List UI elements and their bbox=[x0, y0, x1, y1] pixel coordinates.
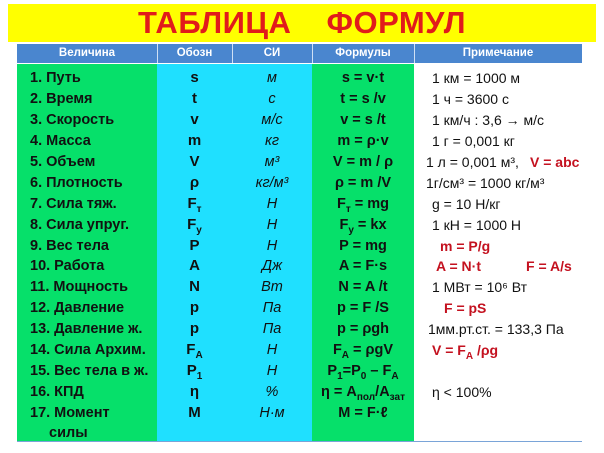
si-unit: кг/м³ bbox=[255, 175, 289, 191]
note-highlight: F = pS bbox=[444, 300, 487, 316]
quantity-symbol: p bbox=[189, 299, 200, 316]
note: η < 100% bbox=[432, 384, 492, 400]
quantity-name: 9. Вес тела bbox=[30, 238, 109, 254]
formula: m = ρ·v bbox=[337, 133, 389, 149]
note: 1мм.рт.ст. = 133,3 Па bbox=[428, 321, 564, 337]
note: 1 г = 0,001 кг bbox=[432, 133, 515, 149]
quantity-symbol: η bbox=[189, 383, 200, 400]
formula: s = v·t bbox=[341, 70, 385, 86]
note: 1 ч = 3600 с bbox=[432, 91, 509, 107]
formula: v = s /t bbox=[340, 112, 386, 128]
table-row bbox=[0, 215, 604, 235]
table-row bbox=[0, 361, 604, 381]
note-highlight: m = P/g bbox=[440, 238, 491, 254]
note: 1 кН = 1000 Н bbox=[432, 217, 522, 233]
si-unit: Н bbox=[266, 363, 278, 379]
table-row bbox=[0, 298, 604, 318]
page-title: ТАБЛИЦА ФОРМУЛ bbox=[137, 5, 467, 40]
si-unit: Н bbox=[266, 196, 278, 212]
note: 1 л = 0,001 м³, bbox=[426, 154, 519, 170]
formula: N = A /t bbox=[338, 279, 388, 295]
quantity-symbol: m bbox=[187, 132, 202, 149]
note-highlight: F = A/s bbox=[526, 258, 572, 274]
note-highlight: V = abc bbox=[530, 154, 580, 170]
table-row bbox=[0, 319, 604, 339]
table-row bbox=[0, 423, 604, 443]
quantity-name: 2. Время bbox=[30, 91, 93, 107]
formula: $\eta = A_{пол}/A_{зат}$ bbox=[321, 384, 405, 403]
quantity-name: 6. Плотность bbox=[30, 175, 123, 191]
note: 1 км = 1000 м bbox=[432, 70, 521, 86]
quantity-name: 17. Момент bbox=[30, 405, 110, 421]
table-header bbox=[17, 44, 582, 63]
quantity-name: 12. Давление bbox=[30, 300, 125, 316]
quantity-name: 14. Сила Архим. bbox=[30, 342, 146, 358]
quantity-name: 8. Сила упруг. bbox=[30, 217, 129, 233]
quantity-symbol: $F_у$ bbox=[187, 216, 202, 236]
quantity-name: 7. Сила тяж. bbox=[30, 196, 117, 212]
header-symbol: Обозн bbox=[176, 47, 213, 59]
formula: P = mg bbox=[339, 238, 387, 254]
quantity-symbol: t bbox=[192, 90, 197, 107]
note-highlight: A = N·t bbox=[436, 258, 481, 274]
quantity-name: 10. Работа bbox=[30, 258, 105, 274]
table-row bbox=[0, 403, 604, 423]
si-unit: Дж bbox=[261, 258, 283, 274]
si-unit: с bbox=[268, 91, 276, 107]
quantity-name: 1. Путь bbox=[30, 70, 81, 86]
formula: $F_A = \rho gV$ bbox=[332, 342, 394, 361]
si-unit: Н bbox=[266, 217, 278, 233]
header-formulas: Формулы bbox=[335, 47, 391, 59]
quantity-symbol: $F_т$ bbox=[187, 195, 202, 215]
formula: $F_у$ = kx bbox=[339, 217, 387, 236]
table-row bbox=[0, 340, 604, 360]
formula: A = F·s bbox=[338, 258, 388, 274]
formula: p = ρgh bbox=[336, 321, 390, 337]
quantity-symbol: p bbox=[189, 320, 200, 337]
quantity-name: 11. Мощность bbox=[30, 279, 129, 295]
si-unit: Н·м bbox=[259, 405, 285, 421]
table-row bbox=[0, 131, 604, 151]
header-notes: Примечание bbox=[462, 47, 534, 59]
note: g = 10 Н/кг bbox=[432, 196, 501, 212]
quantity-name: силы bbox=[49, 425, 88, 441]
header-si: СИ bbox=[263, 47, 281, 59]
note: 1 км/ч : 3,6 → м/с bbox=[432, 112, 545, 128]
header-quantity: Величина bbox=[58, 47, 116, 59]
formula: $F_т$ = mg bbox=[336, 196, 390, 215]
quantity-symbol: $F_A$ bbox=[186, 341, 203, 361]
table-row bbox=[0, 194, 604, 214]
table-row bbox=[0, 236, 604, 256]
note: 1 МВт = 10⁶ Вт bbox=[432, 279, 528, 295]
quantity-name: 5. Объем bbox=[30, 154, 96, 170]
quantity-symbol: P bbox=[189, 237, 200, 254]
table-row bbox=[0, 89, 604, 109]
si-unit: кг bbox=[265, 133, 279, 149]
note-highlight: $V = F_A$ /ρg bbox=[432, 342, 499, 362]
si-unit: Н bbox=[266, 238, 278, 254]
formula: t = s /v bbox=[340, 91, 386, 107]
si-unit: м/с bbox=[261, 112, 283, 128]
quantity-symbol: s bbox=[190, 69, 199, 86]
quantity-name: 16. КПД bbox=[30, 384, 84, 400]
si-unit: Вт bbox=[261, 279, 283, 295]
formula: V = m / ρ bbox=[332, 154, 394, 170]
si-unit: м³ bbox=[264, 154, 280, 170]
formula: M = F·ℓ bbox=[338, 405, 388, 421]
si-unit: Н bbox=[266, 342, 278, 358]
quantity-name: 13. Давление ж. bbox=[30, 321, 143, 337]
si-unit: Па bbox=[262, 321, 282, 337]
table-row bbox=[0, 110, 604, 130]
table-row bbox=[0, 382, 604, 402]
quantity-symbol: A bbox=[189, 257, 200, 274]
table-row bbox=[0, 256, 604, 276]
quantity-name: 15. Вес тела в ж. bbox=[30, 363, 149, 379]
si-unit: % bbox=[265, 384, 279, 400]
title-bar bbox=[8, 4, 596, 42]
quantity-name: 4. Масса bbox=[30, 133, 91, 149]
quantity-symbol: $P_1$ bbox=[186, 362, 203, 382]
table-row bbox=[0, 277, 604, 297]
table-row bbox=[0, 152, 604, 172]
quantity-symbol: N bbox=[189, 278, 200, 295]
formula: p = F /S bbox=[337, 300, 389, 316]
quantity-symbol: ρ bbox=[189, 174, 200, 191]
quantity-symbol: V bbox=[189, 153, 200, 170]
quantity-symbol: v bbox=[190, 111, 199, 128]
si-unit: м bbox=[267, 70, 277, 86]
formula: $P_1=P_0 - F_A$ bbox=[327, 363, 399, 382]
note: 1г/см³ = 1000 кг/м³ bbox=[426, 175, 545, 191]
table-row bbox=[0, 173, 604, 193]
quantity-symbol: M bbox=[188, 404, 201, 421]
si-unit: Па bbox=[262, 300, 282, 316]
table-row bbox=[0, 68, 604, 88]
formula: ρ = m /V bbox=[334, 175, 392, 191]
quantity-name: 3. Скорость bbox=[30, 112, 115, 128]
